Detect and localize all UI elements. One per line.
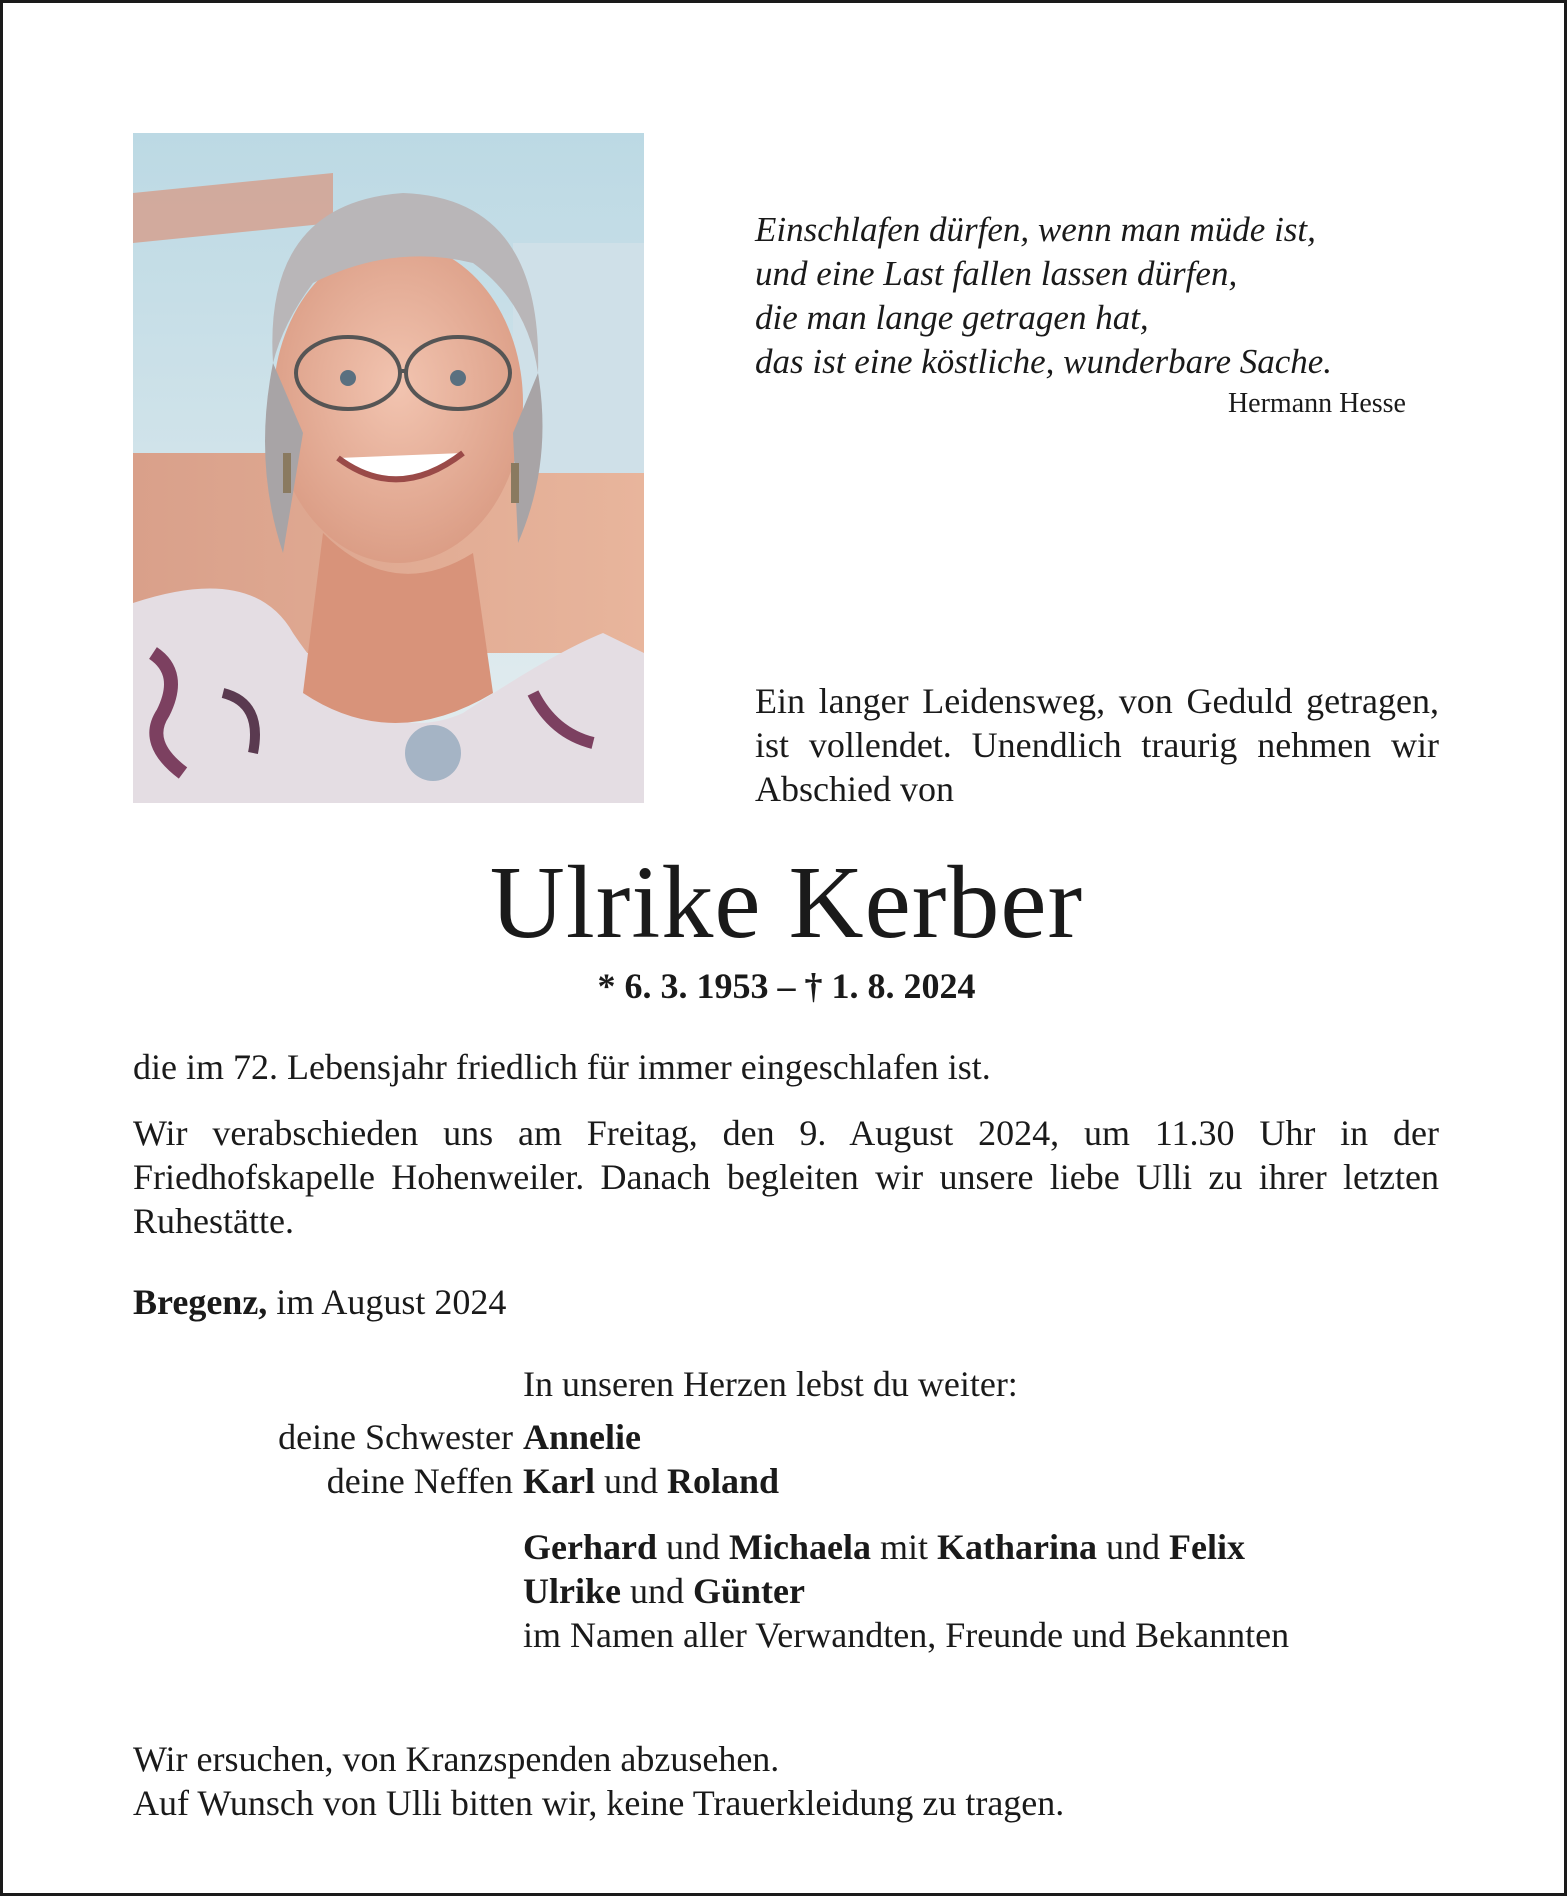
conjunction: und [629,1571,684,1611]
mourners-heading: In unseren Herzen lebst du weiter: [523,1364,1018,1404]
mourner-row-family [523,1569,805,1613]
mourner-name: Roland [666,1461,780,1501]
intro-text: Ein langer Leidensweg, von Geduld getragen, ist vollendet. Unendlich traurig nehmen wir Abschied von [755,681,1439,809]
quote-author: Hermann Hesse [1227,388,1406,419]
conjunction: und [603,1461,658,1501]
quote-line: das ist eine köstliche, wunderbare Sache. [755,342,1333,381]
closing-line: Wir ersuchen, von Kranzspenden abzusehen. [133,1739,780,1779]
place-city: Bregenz, [133,1282,268,1322]
passing-text: die im 72. Lebensjahr friedlich für immer eingeschlafen ist. [133,1047,991,1087]
quote-line: Einschlafen dürfen, wenn man müde ist, [755,210,1316,249]
conjunction: und [665,1527,720,1567]
closing-line: Auf Wunsch von Ulli bitten wir, keine Trauerkleidung zu tragen. [133,1783,1065,1823]
mourner-name: Felix [1168,1527,1245,1567]
mourner-name: Katharina [936,1527,1097,1567]
place-date [133,1281,506,1323]
place-month: im August 2024 [276,1282,507,1322]
mourners-others: im Namen aller Verwandten, Freunde und Bekannten [523,1615,1290,1655]
relation-label: deine Schwester [278,1417,513,1457]
quote-line: und eine Last fallen lassen dürfen, [755,254,1238,293]
mourner-name: Karl [523,1461,595,1501]
quote-line: die man lange getragen hat, [755,298,1149,337]
farewell-text: Wir verabschieden uns am Freitag, den 9. August 2024, um 11.30 Uhr in der Friedhofskapelle Hohenweiler. Danach begleiten wir unsere liebe Ulli zu ihrer letzten Ruhestätte. [133,1113,1439,1241]
closing-notes [133,1737,1064,1825]
life-dates: * 6. 3. 1953 – † 1. 8. 2024 [597,966,976,1006]
conjunction: mit [879,1527,928,1567]
relation-names [523,1415,641,1459]
hesse-quote [755,208,1413,384]
portrait-photo [133,133,644,803]
mourner-name: Gerhard [523,1527,657,1567]
relation-label: deine Neffen [326,1461,513,1501]
mourner-name: Ulrike [523,1571,621,1611]
mourner-row-family [523,1525,1245,1569]
mourner-name: Michaela [728,1527,871,1567]
mourner-name: Annelie [523,1417,642,1457]
mourner-name: Günter [692,1571,805,1611]
conjunction: und [1105,1527,1160,1567]
deceased-name: Ulrike Kerber [489,845,1084,960]
relation-names [523,1459,779,1503]
